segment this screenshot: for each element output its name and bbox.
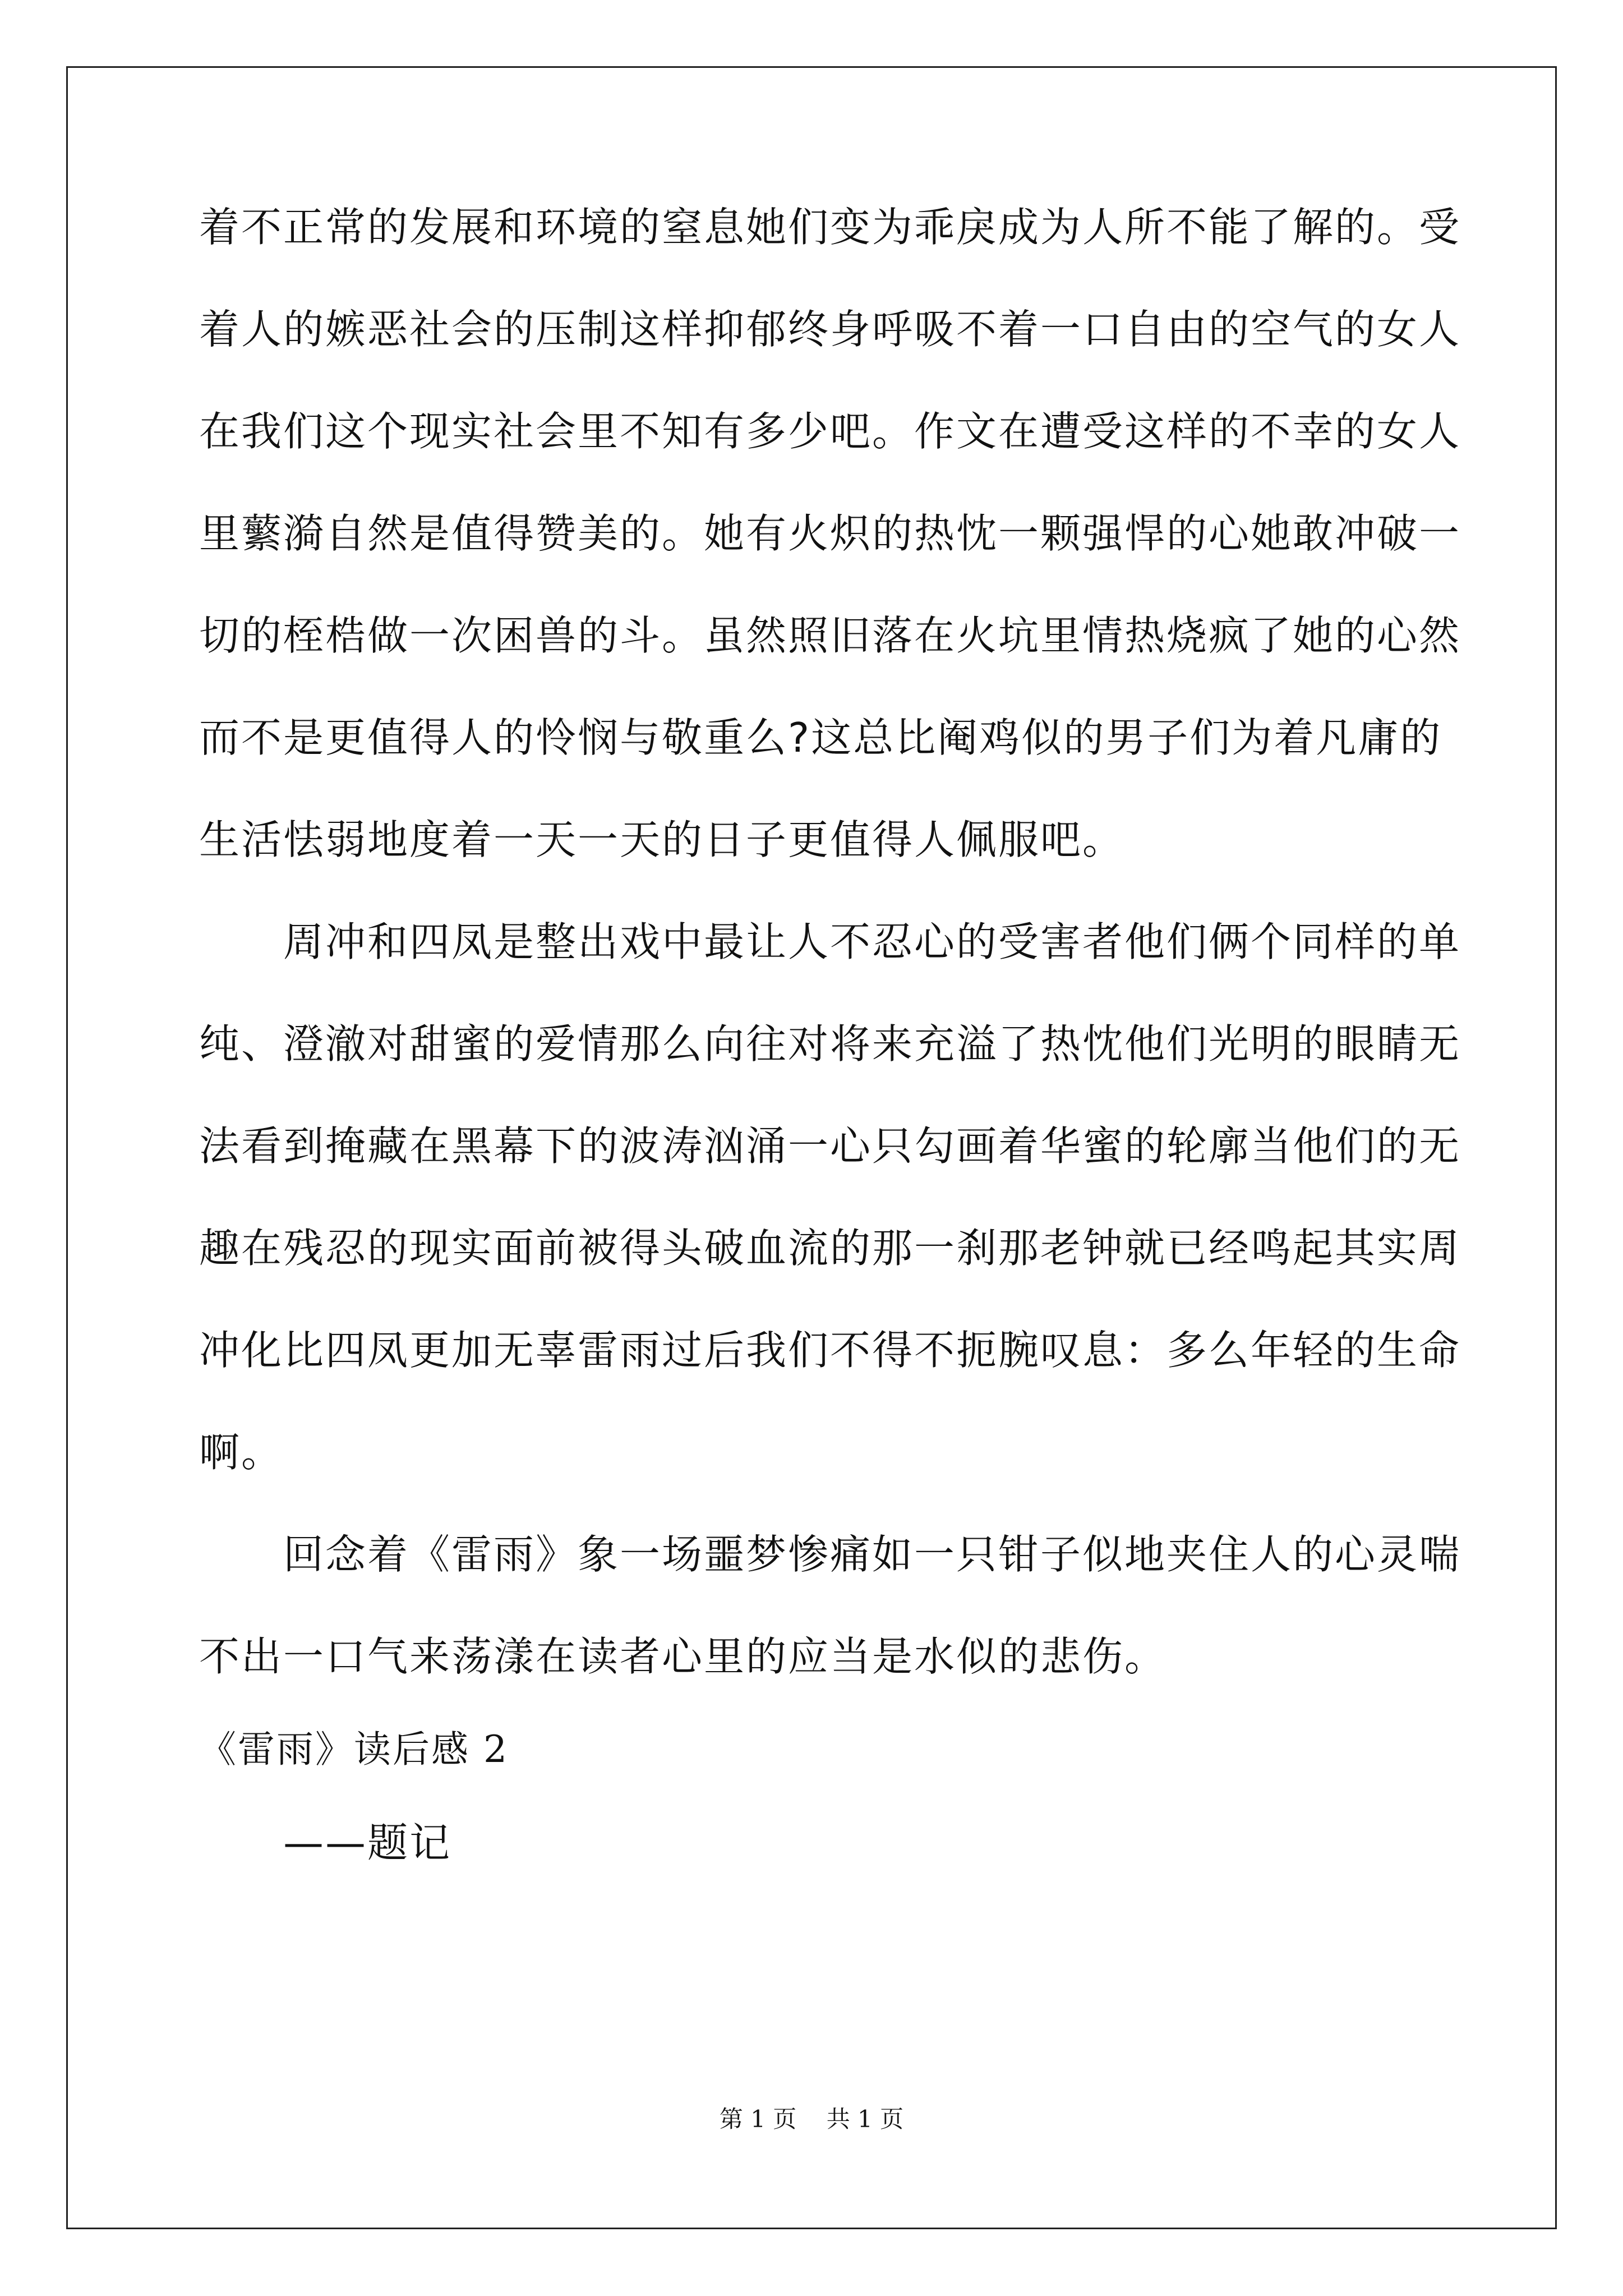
body-line: 法看到掩藏在黑幕下的波涛汹涌一心只勾画着华蜜的轮廓当他们的无 — [199, 1122, 1461, 1170]
body-line: 着人的嫉恶社会的压制这样抑郁终身呼吸不着一口自由的空气的女人 — [199, 306, 1461, 353]
body-line: 生活怯弱地度着一天一天的日子更值得人佩服吧。 — [199, 816, 1125, 863]
section-heading: 《雷雨》读后感 2 — [199, 1728, 509, 1771]
section-subheading: ——题记 — [199, 1819, 452, 1866]
body-line: 里蘩漪自然是值得赞美的。她有火炽的热忱一颗强悍的心她敢冲破一 — [199, 510, 1461, 557]
body-line: 纯、澄澈对甜蜜的爱情那么向往对将来充溢了热忱他们光明的眼睛无 — [199, 1020, 1461, 1068]
body-line: 趣在残忍的现实面前被得头破血流的那一刹那老钟就已经鸣起其实周 — [199, 1225, 1461, 1272]
body-line: 着不正常的发展和环境的窒息她们变为乖戾成为人所不能了解的。受 — [199, 204, 1461, 251]
body-line: 而不是更值得人的怜悯与敬重么?这总比阉鸡似的男子们为着凡庸的 — [199, 714, 1442, 761]
page-footer: 第 1 页 共 1 页 — [719, 2105, 904, 2133]
body-line: 切的桎梏做一次困兽的斗。虽然照旧落在火坑里情热烧疯了她的心然 — [199, 612, 1461, 659]
body-line: 在我们这个现实社会里不知有多少吧。作文在遭受这样的不幸的女人 — [199, 408, 1461, 455]
body-line: 回念着《雷雨》象一场噩梦惨痛如一只钳子似地夹住人的心灵喘 — [199, 1531, 1461, 1578]
body-line: 不出一口气来荡漾在读者心里的应当是水似的悲伤。 — [199, 1633, 1167, 1680]
body-line: 啊。 — [199, 1429, 284, 1476]
body-line: 冲化比四凤更加无辜雷雨过后我们不得不扼腕叹息：多么年轻的生命 — [199, 1327, 1461, 1374]
body-line: 周冲和四凤是整出戏中最让人不忍心的受害者他们俩个同样的单 — [199, 918, 1461, 965]
